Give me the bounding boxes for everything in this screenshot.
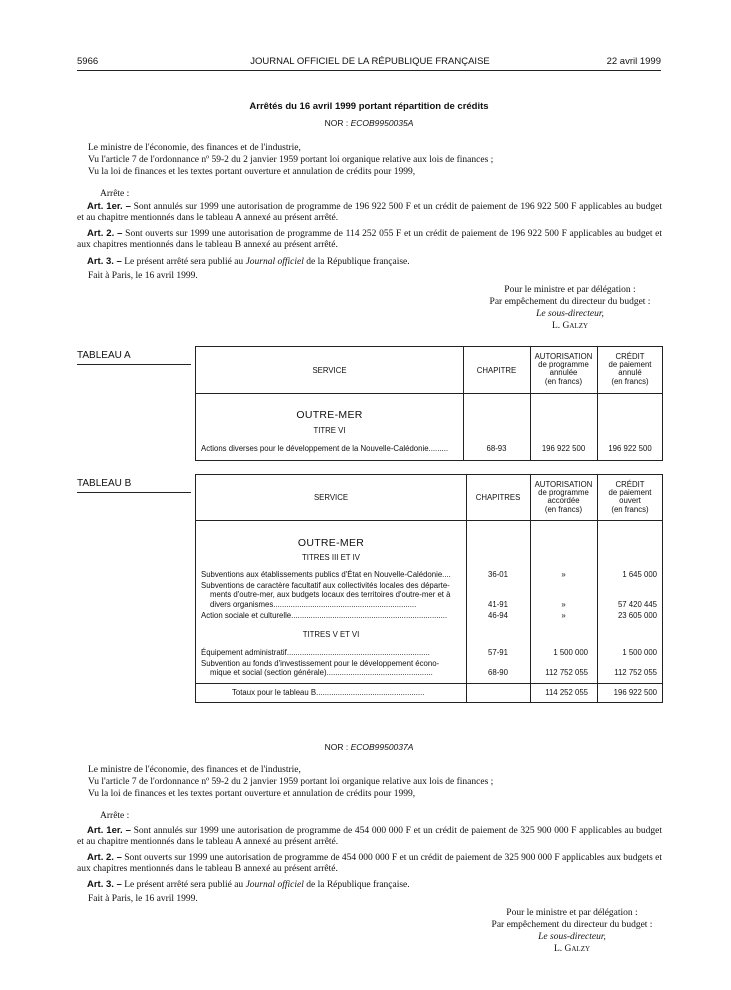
signature-line: Pour le ministre et par délégation :: [506, 908, 638, 918]
table-cell-autorisation: »: [561, 600, 566, 609]
preamble-line: Vu l'article 7 de l'ordonnance nº 59-2 du 2 janvier 1959 portant loi organique relative aux lois de finances ;: [88, 154, 494, 165]
table-row: Action sociale et culturelle........................................................................: [201, 611, 448, 620]
issue-date: 22 avril 1999: [606, 56, 661, 67]
table-cell-autorisation: 196 922 500: [541, 444, 586, 453]
preamble-2: [88, 765, 662, 801]
table-row: Subventions aux établissements publics d'État en Nouvelle-Calédonie....: [201, 570, 451, 579]
fait-a-paris-1: Fait à Paris, le 16 avril 1999.: [88, 271, 198, 281]
table-cell-credit: 1 500 000: [622, 648, 657, 657]
titre-heading: TITRE VI: [313, 426, 346, 435]
table-cell-credit: 23 605 000: [617, 611, 657, 620]
table-cell-credit: 112 752 055: [614, 668, 657, 677]
column-header-credit: CRÉDIT de paiement annulé (en francs): [608, 352, 652, 386]
signature-block-1: [460, 284, 680, 333]
table-row: Subvention au fonds d'investissement pour le développement écono- mique et social (section générale).................................................: [201, 659, 440, 678]
table-cell-autorisation: »: [561, 611, 566, 620]
table-cell-chapitre: 46-94: [488, 611, 508, 620]
nor-reference-2: NOR : ECOB9950037A: [324, 742, 414, 752]
article-2-decree-1: Art. 2. – Sont ouverts sur 1999 une autorisation de programme de 114 252 055 F et un crédit de paiement de 196 922 500 F applicables au budget et aux chapitres mentionnés dans le tableau B annexé au présent arrêté.: [77, 228, 662, 251]
table-cell-credit: 1 645 000: [622, 570, 657, 579]
article-3-decree-1: Art. 3. – Le présent arrêté sera publié au Journal officiel de la République française.: [87, 256, 410, 267]
preamble-line: Vu la loi de finances et les textes portant ouverture et annulation de crédits pour 1999,: [88, 166, 416, 177]
article-1-decree-1: Art. 1er. – Sont annulés sur 1999 une autorisation de programme de 196 922 500 F et un crédit de paiement de 196 922 500 F applicables au budget et au chapitre mentionnés dans le tableau A annexé au présent arrêté.: [77, 201, 662, 224]
signature-title: Le sous-directeur,: [538, 932, 606, 943]
tableau-b-label: TABLEAU B: [77, 478, 191, 493]
journal-title: JOURNAL OFFICIEL DE LA RÉPUBLIQUE FRANÇAISE: [250, 56, 490, 67]
table-cell-autorisation: »: [561, 570, 566, 579]
table-cell-autorisation: 112 752 055: [545, 668, 588, 677]
nor-reference-1: NOR : ECOB9950035A: [324, 118, 414, 128]
column-header-chapitre: CHAPITRE: [476, 366, 517, 375]
article-1-decree-2: Art. 1er. – Sont annulés sur 1999 une autorisation de programme de 454 000 000 F et un crédit de paiement de 325 900 000 F applicables au budget et au chapitre mentionnés dans le tableau A annexé au présent arrêté.: [77, 825, 662, 848]
section-heading: OUTRE-MER: [296, 409, 363, 421]
tableau-a-label: TABLEAU A: [77, 350, 191, 365]
arrete-heading-1: Arrête :: [100, 189, 130, 199]
signature-line: Par empêchement du directeur du budget :: [491, 920, 653, 931]
signature-line: Par empêchement du directeur du budget :: [489, 297, 651, 308]
table-row: Équipement administratif..................................................................: [201, 648, 430, 657]
column-header-service: SERVICE: [312, 366, 347, 375]
section-heading: OUTRE-MER: [297, 537, 365, 549]
titre-heading: TITRES III ET IV: [302, 553, 360, 562]
total-label: Totaux pour le tableau B..................................................: [232, 688, 425, 697]
preamble-line: Vu l'article 7 de l'ordonnance nº 59-2 du 2 janvier 1959 portant loi organique relative aux lois de finances ;: [88, 776, 494, 787]
signature-block-2: [462, 907, 682, 956]
signatory-name: L. Galzy: [551, 321, 589, 332]
table-cell-chapitre: 41-91: [488, 600, 508, 609]
signature-title: Le sous-directeur,: [536, 309, 604, 320]
preamble-line: Le ministre de l'économie, des finances et de l'industrie,: [88, 143, 301, 153]
table-cell-chapitre: 57-91: [488, 648, 508, 657]
column-header-autorisation: AUTORISATION de programme accordée (en francs): [534, 480, 593, 514]
preamble-line: Vu la loi de finances et les textes portant ouverture et annulation de crédits pour 1999,: [88, 788, 416, 799]
total-credit: 196 922 500: [613, 688, 657, 697]
table-cell-credit: 196 922 500: [608, 444, 652, 453]
article-2-decree-2: Art. 2. – Sont ouverts sur 1999 une autorisation de programme de 454 000 000 F et un crédit de paiement de 325 900 000 F applicables aux budgets et aux chapitres mentionnés dans le tableau B annexé au présent arrêté.: [77, 852, 663, 875]
signatory-name: L. Galzy: [553, 944, 591, 955]
table-cell-chapitre: 68-93: [486, 444, 507, 453]
tableau-a: [195, 346, 663, 461]
table-row: Actions diverses pour le développement de la Nouvelle-Calédonie.........: [201, 444, 449, 453]
table-cell-autorisation: 1 500 000: [553, 648, 588, 657]
preamble-1: [88, 143, 662, 179]
titre-heading: TITRES V ET VI: [302, 630, 360, 639]
column-header-credit: CRÉDIT de paiement ouvert (en francs): [608, 480, 652, 514]
column-header-service: SERVICE: [313, 493, 349, 502]
column-header-autorisation: AUTORISATION de programme annulée (en francs): [534, 352, 593, 386]
page-number: 5966: [77, 56, 99, 67]
table-cell-chapitre: 68-90: [488, 668, 508, 677]
article-3-decree-2: Art. 3. – Le présent arrêté sera publié au Journal officiel de la République française.: [87, 879, 410, 890]
table-cell-credit: 57 420 445: [617, 600, 657, 609]
table-cell-chapitre: 36-01: [488, 570, 508, 579]
fait-a-paris-2: Fait à Paris, le 16 avril 1999.: [88, 894, 198, 904]
tableau-b: [195, 474, 663, 703]
column-header-chapitres: CHAPITRES: [475, 493, 521, 502]
preamble-line: Le ministre de l'économie, des finances et de l'industrie,: [88, 765, 301, 775]
arrete-heading-2: Arrête :: [100, 811, 130, 821]
total-autorisation: 114 252 055: [545, 688, 588, 697]
page-title: Arrêtés du 16 avril 1999 portant répartition de crédits: [249, 101, 489, 112]
header-rule: [77, 70, 661, 71]
table-row: Subventions de caractère facultatif aux collectivités locales des départe- ments d'outre-mer, aux budgets locaux des territoires d'outre-mer et à divers organismes..................................................................: [201, 581, 451, 609]
signature-line: Pour le ministre et par délégation :: [504, 285, 636, 295]
